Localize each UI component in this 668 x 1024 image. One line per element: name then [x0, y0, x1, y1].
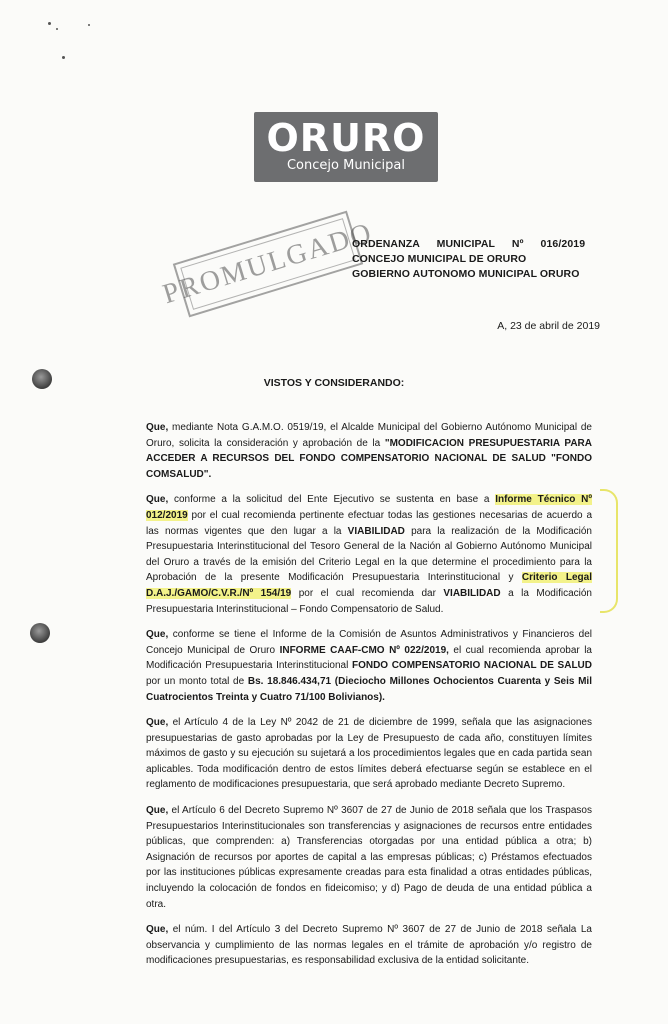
paragraph-lead: Que, [146, 924, 169, 936]
highlighted-legal-criterion: Criterio Legal D.A.J./GAMO/C.V.R./Nº 154/19 [146, 572, 592, 599]
scan-speck [62, 56, 65, 59]
logo-wordmark: ORURO [266, 116, 426, 160]
council-name-line: CONCEJO MUNICIPAL DE ORURO [352, 253, 527, 265]
paragraph-bold-text: FONDO COMPENSATORIO NACIONAL DE SALUD [351, 660, 593, 672]
promulgated-stamp [159, 211, 377, 318]
paragraph-bold-text: INFORME CAAF-CMO Nº 022/2019, [279, 644, 449, 656]
scan-speck [56, 28, 58, 30]
paragraph-lead: Que, [146, 494, 169, 506]
paragraph-text: el cual recomienda aprobar la Modificación Presupuestaria Interinstitucional [146, 644, 592, 672]
paragraph-text: conforme a la solicitud del Ente Ejecutivo se sustenta en base a [168, 494, 496, 506]
ordinance-header [352, 237, 585, 282]
ordinance-number-line [352, 237, 585, 252]
punch-hole-bottom [30, 623, 50, 643]
paragraph-text: por el cual recomienda dar [291, 587, 444, 599]
scan-speck [88, 24, 90, 26]
oruro-council-logo [254, 112, 438, 182]
paragraph-text: a la Modificación Presupuestaria Interinstitucional – Fondo Compensatorio de Salud. [146, 587, 592, 615]
paragraph-text: para la realización de la Modificación Presupuestaria Interinstitucional del Tesoro General de la Nación al Gobierno Autónomo Municipal del Oruro a través de la emisión del Criterio Legal en la que determine el procedimiento para la Aprobación de la presente Modificación Presupuestaria Interinstitucional y [146, 525, 592, 584]
paragraph-text: el núm. I del Artículo 3 del Decreto Supremo Nº 3607 de 27 de Junio de 2018 señala La observancia y cumplimiento de las normas legales en el trámite de aprobación y/o registro de modificaciones presupuestarias, es responsabilidad exclusiva de la entidad solicitante. [146, 924, 592, 967]
paragraph-text: por el cual recomienda pertinente efectuar todas las gestiones necesarias de acuerdo a las normas vigentes que den lugar a la [146, 509, 592, 537]
paragraph-bold-text: Bs. 18.846.434,71 (Dieciocho Millones Ochocientos Cuarenta y Seis Mil Cuatrocientos Treinta y Cuatro 71/100 Bolivianos). [146, 675, 592, 703]
paragraph-considerando-3 [146, 627, 592, 705]
scan-speck [48, 22, 51, 25]
paragraph-bold-text: VIABILIDAD [443, 587, 501, 599]
logo-subtitle: Concejo Municipal [286, 158, 405, 173]
ordinance-number: Nº 016/2019 [511, 238, 586, 250]
paragraph-considerando-2 [146, 492, 592, 617]
paragraph-considerando-6 [146, 922, 592, 969]
paragraph-text: conforme se tiene el Informe de la Comisión de Asuntos Administrativos y Financieros del Concejo Municipal de Oruro [146, 629, 592, 656]
document-body [146, 420, 592, 979]
paragraph-considerando-1 [146, 420, 592, 482]
paragraph-lead: Que, [146, 629, 169, 641]
ordinance-label: ORDENANZA MUNICIPAL [352, 238, 495, 250]
paragraph-lead: Que, [146, 805, 169, 817]
paragraph-text: el Artículo 4 de la Ley Nº 2042 de 21 de diciembre de 1999, señala que las asignaciones presupuestarias de gasto aprobadas por la Ley de Presupuesto de cada año, constituyen límites máximos de gasto y su ejecución su sujetará a los procedimientos legales que en cada partida sean aplicables. Toda modificación dentro de estos límites deberá efectuarse según se establece en el reglamento de modificaciones presupuestaria, que será aprobado mediante Decreto Supremo. [146, 717, 592, 791]
government-name-line: GOBIERNO AUTONOMO MUNICIPAL ORURO [352, 268, 580, 280]
highlighted-technical-report: Informe Técnico Nº 012/2019 [146, 494, 592, 521]
paragraph-text: por un monto total de [146, 675, 248, 687]
paragraph-bold-text: "MODIFICACION PRESUPUESTARIA PARA ACCEDER A RECURSOS DEL FONDO COMPENSATORIO NACIONAL DE SALUD "FONDO COMSALUD". [146, 437, 593, 480]
paragraph-lead: Que, [146, 717, 169, 729]
stamp-inner-border [159, 216, 377, 311]
stamp-text: PROMULGADO [159, 216, 377, 311]
section-title: VISTOS Y CONSIDERANDO: [263, 377, 405, 389]
document-date: A, 23 de abril de 2019 [497, 320, 600, 332]
highlighter-bracket-mark [600, 489, 618, 613]
paragraph-lead: Que, [146, 422, 169, 433]
paragraph-considerando-4 [146, 715, 592, 793]
paragraph-considerando-5 [146, 803, 592, 912]
paragraph-text: mediante Nota G.A.M.O. 0519/19, el Alcalde Municipal del Gobierno Autónomo Municipal de Oruro, solicita la consideración y aprobación de la [146, 422, 592, 449]
paragraph-text: el Artículo 6 del Decreto Supremo Nº 3607 de 27 de Junio de 2018 señala que los Traspasos Presupuestarios Interinstitucionales son transferencias y asignaciones de recursos entre entidades públicas, que comprenden: a) Transferencias otorgadas por una entidad pública a otra; b) Asignación de recursos por aportes de capital a las empresas públicas; c) Préstamos efectuados por las instituciones públicas expresamente creadas para esta finalidad a otras entidades públicas, incluyendo la colocación de fondos en fideicomiso; y d) Pago de deuda de una entidad pública a otra. [146, 805, 592, 910]
paragraph-bold-text: VIABILIDAD [347, 525, 405, 537]
